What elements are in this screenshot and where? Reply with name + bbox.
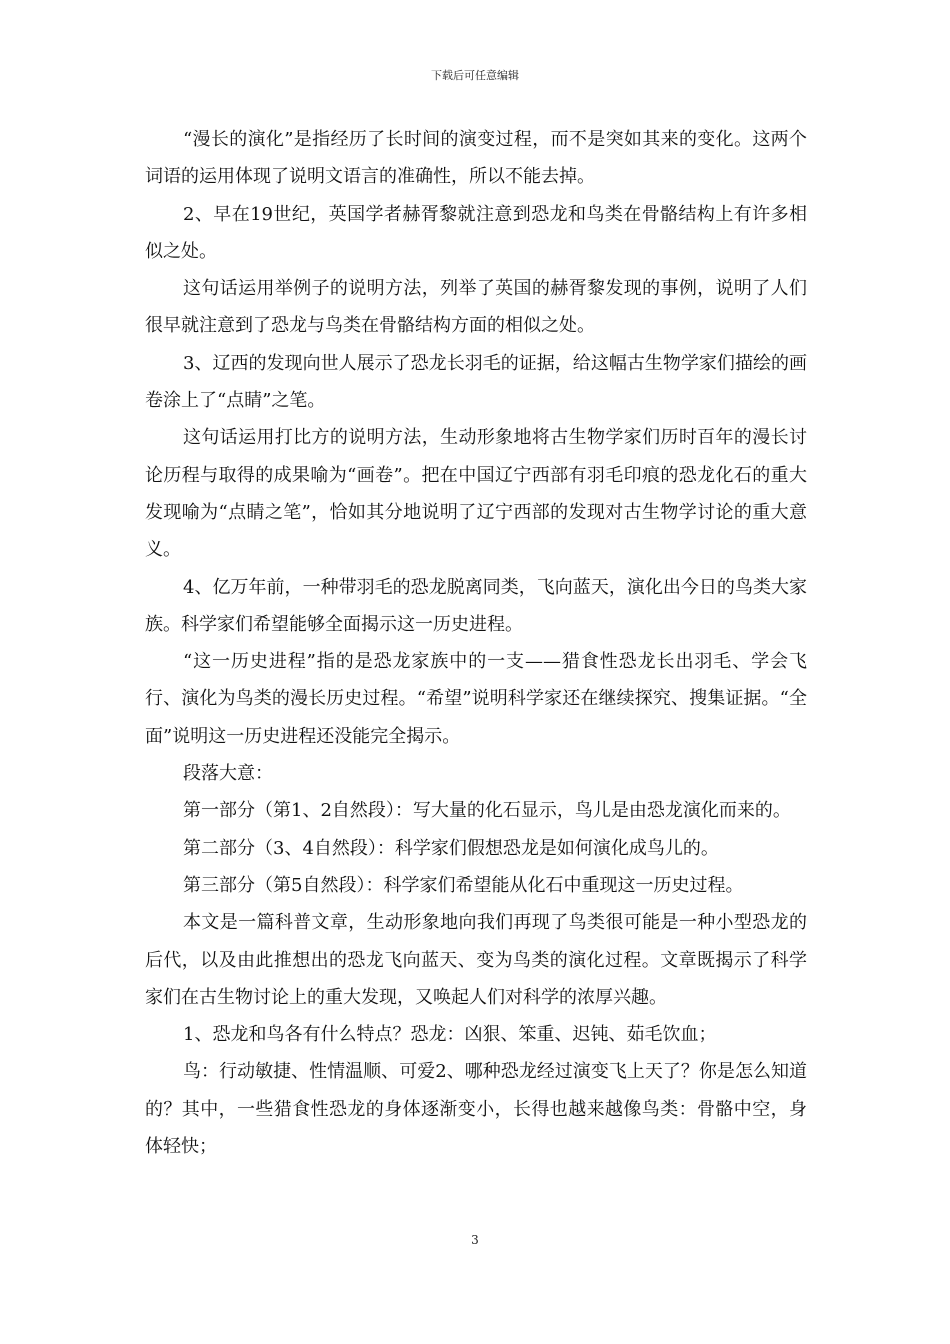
page-number: 3 <box>471 1233 479 1247</box>
section-heading: 段落大意： <box>183 763 273 785</box>
paragraph-3: 这句话运用举例子的说明方法，列举了英国的赫胥黎发现的事例，说明了人们很早就注意到了恐龙与鸟类在骨骼结构方面的相似之处。 <box>145 278 807 337</box>
document-body <box>145 121 807 1165</box>
paragraph-2: 2、早在19世纪，英国学者赫胥黎就注意到恐龙和鸟类在骨骼结构上有许多相似之处。 <box>145 203 807 262</box>
paragraph-question-1: 1、恐龙和鸟各有什么特点？恐龙：凶狠、笨重、迟钝、茹毛饮血； <box>183 1024 717 1046</box>
paragraph-part-1: 第一部分（第1、2自然段）：写大量的化石显示，鸟儿是由恐龙演化而来的。 <box>183 800 791 822</box>
paragraph-1: “漫长的演化”是指经历了长时间的演变过程，而不是突如其来的变化。这两个词语的运用体现了说明文语言的准确性，所以不能去掉。 <box>145 129 807 188</box>
paragraph-part-2: 第二部分（3、4自然段）：科学家们假想恐龙是如何演化成鸟儿的。 <box>183 837 719 859</box>
paragraph-5: 这句话运用打比方的说明方法，生动形象地将古生物学家们历时百年的漫长讨论历程与取得的成果喻为“画卷”。把在中国辽宁西部有羽毛印痕的恐龙化石的重大发现喻为“点睛之笔”，恰如其分地说明了辽宁西部的发现对古生物学讨论的重大意义。 <box>145 427 807 561</box>
paragraph-summary: 本文是一篇科普文章，生动形象地向我们再现了鸟类很可能是一种小型恐龙的后代，以及由此推想出的恐龙飞向蓝天、变为鸟类的演化过程。文章既揭示了科学家们在古生物讨论上的重大发现，又唤起人们对科学的浓厚兴趣。 <box>145 912 807 1008</box>
paragraph-part-3: 第三部分（第5自然段）：科学家们希望能从化石中重现这一历史过程。 <box>183 874 744 896</box>
paragraph-question-2: 鸟：行动敏捷、性情温顺、可爱2、哪种恐龙经过演变飞上天了？你是怎么知道的？其中，一些猎食性恐龙的身体逐渐变小，长得也越来越像鸟类：骨骼中空，身体轻快； <box>145 1061 807 1158</box>
page-header: 下载后可任意编辑 <box>431 69 519 82</box>
paragraph-7: “这一历史进程”指的是恐龙家族中的一支——猎食性恐龙长出羽毛、学会飞行、演化为鸟类的漫长历史过程。“希望”说明科学家还在继续探究、搜集证据。“全面”说明这一历史进程还没能完全揭示。 <box>145 651 807 747</box>
paragraph-6: 4、亿万年前，一种带羽毛的恐龙脱离同类，飞向蓝天，演化出今日的鸟类大家族。科学家们希望能够全面揭示这一历史进程。 <box>145 576 807 635</box>
paragraph-4: 3、辽西的发现向世人展示了恐龙长羽毛的证据，给这幅古生物学家们描绘的画卷涂上了“点睛”之笔。 <box>145 352 807 412</box>
